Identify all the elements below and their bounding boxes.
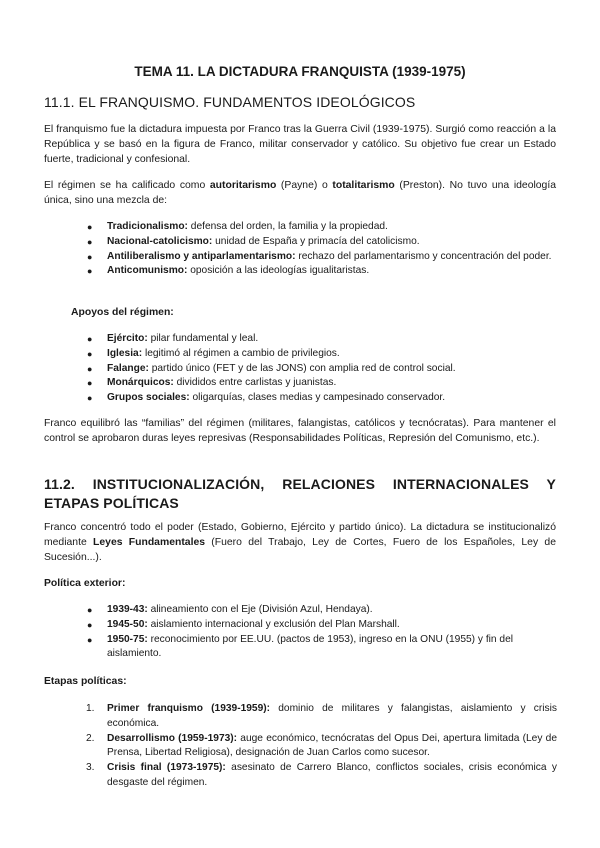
politica-exterior-heading: Política exterior: [44,578,126,589]
list-number: 2. [86,732,95,744]
list-item-desc: reconocimiento por EE.UU. (pactos de 1953), ingreso en la ONU (1955) y fin del aislamiento. [107,633,514,660]
list-item-term: 1950-75: [107,633,148,645]
text-run: (Preston). No tuvo una ideología única, sino una mezcla de: [44,180,557,207]
list-item-desc: asesinato de Carrero Blanco, conflictos sociales, crisis económica y desgaste del régimen. [107,762,557,788]
list-item-desc: oposición a las ideologías igualitaristas. [187,265,370,277]
list-item [86,732,557,762]
politica-exterior-list [87,603,557,662]
list-item [86,702,557,732]
list-item-term: Primer franquismo (1939-1959): [107,703,271,714]
section-2-heading: 11.2. INSTITUCIONALIZACIÓN, RELACIONES INTERNACIONALES Y ETAPAS POLÍTICAS [44,476,556,511]
bullet-icon: ● [87,266,93,277]
list-item [87,618,557,633]
term-totalitarismo: totalitarismo [332,180,395,191]
list-item [87,220,557,235]
list-item-desc: pilar fundamental y leal. [147,333,259,344]
list-number: 3. [86,762,95,774]
list-item [86,761,557,791]
text-run: Franco concentró todo el poder (Estado, Gobierno, Ejército y partido único). La dictadura se institucionalizó mediante [44,522,556,549]
list-item-term: Crisis final (1973-1975): [107,762,226,774]
list-item-desc: auge económico, tecnócratas del Opus Dei, apertura limitada (Ley de Prensa, Libertad Religiosa), designación de Juan Carlos como sucesor. [107,732,557,759]
bullet-icon: ● [87,378,93,389]
list-item-term: Iglesia: [107,347,143,359]
apoyos-heading: Apoyos del régimen: [71,307,174,318]
bullet-icon: ● [87,348,93,359]
list-item-desc: unidad de España y primacía del catolicismo. [212,235,420,247]
bullet-icon: ● [87,251,93,262]
list-item [87,603,557,618]
term-autoritarismo: autoritarismo [209,180,277,191]
list-item-desc: oligarquías, clases medias y campesinado conservador. [189,392,446,404]
list-item-term: Nacional-catolicismo: [107,235,213,247]
list-item-term: Grupos sociales: [107,392,190,404]
bullet-icon: ● [87,605,93,615]
list-number: 1. [86,703,95,714]
list-item-term: Tradicionalismo: [107,221,188,232]
list-item-desc: legitimó al régimen a cambio de privilegios. [142,347,340,359]
list-item [87,347,557,362]
bullet-icon: ● [87,363,93,374]
etapas-politicas-list [86,702,557,791]
list-item-desc: aislamiento internacional y exclusión del Plan Marshall. [147,618,400,630]
list-item [87,633,557,663]
list-item-term: Anticomunismo: [107,265,188,277]
list-item [87,264,557,279]
list-item [87,391,557,406]
page-title: TEMA 11. LA DICTADURA FRANQUISTA (1939-1975) [134,64,466,79]
list-item-term: Falange: [107,362,149,374]
bullet-icon: ● [87,619,93,630]
regimen-paragraph [44,178,556,208]
list-item-desc: rechazo del parlamentarismo y concentración del poder. [295,250,552,262]
list-item [87,362,557,377]
list-item-desc: defensa del orden, la familia y la propiedad. [187,221,388,232]
list-item-desc: dominio de militares y falangistas, aislamiento y crisis económica. [107,703,557,729]
list-item-term: 1939-43: [107,604,148,615]
list-item-term: Desarrollismo (1959-1973): [107,732,238,744]
list-item [87,332,557,347]
list-item-term: Monárquicos: [107,377,174,389]
bullet-icon: ● [87,393,93,404]
apoyos-list [87,332,557,406]
etapas-politicas-heading: Etapas políticas: [44,676,127,687]
list-item-term: Antiliberalismo y antiparlamentarismo: [107,250,296,262]
section-2-intro-paragraph [44,520,556,566]
section-1-intro-paragraph: El franquismo fue la dictadura impuesta por Franco tras la Guerra Civil (1939-1975). Surgió como reacción a la República y se basó en la figura de Franco, militar conservador y católico. Su objetivo fue crear un Estado fuerte, tradicional y confesional. [44,124,556,166]
bullet-icon: ● [87,236,93,247]
text-run: (Fuero del Trabajo, Ley de Cortes, Fuero de los Españoles, Ley de Sucesión...). [44,537,556,564]
familias-paragraph: Franco equilibró las “familias” del régimen (militares, falangistas, católicos y tecnócratas). Para mantener el control se aprobaron duras leyes represivas (Responsabilidades Políticas, Represión del Comunismo, etc.). [44,418,556,445]
ideologies-list [87,220,557,279]
list-item-desc: partido único (FET y de las JONS) con amplia red de control social. [148,362,456,374]
section-1-heading: 11.1. EL FRANQUISMO. FUNDAMENTOS IDEOLÓGICOS [44,94,416,110]
list-item-desc: divididos entre carlistas y juanistas. [173,377,337,389]
bullet-icon: ● [87,222,93,232]
bullet-icon: ● [87,334,93,344]
bullet-icon: ● [87,634,93,645]
term-leyes-fundamentales: Leyes Fundamentales [93,537,206,549]
list-item-desc: alineamiento con el Eje (División Azul, Hendaya). [147,604,373,615]
list-item [87,250,557,265]
list-item [87,376,557,391]
list-item-term: 1945-50: [107,618,148,630]
list-item-term: Ejército: [107,333,148,344]
text-run: El régimen se ha calificado como [44,180,210,191]
text-run: (Payne) o [276,180,333,191]
list-item [87,235,557,250]
